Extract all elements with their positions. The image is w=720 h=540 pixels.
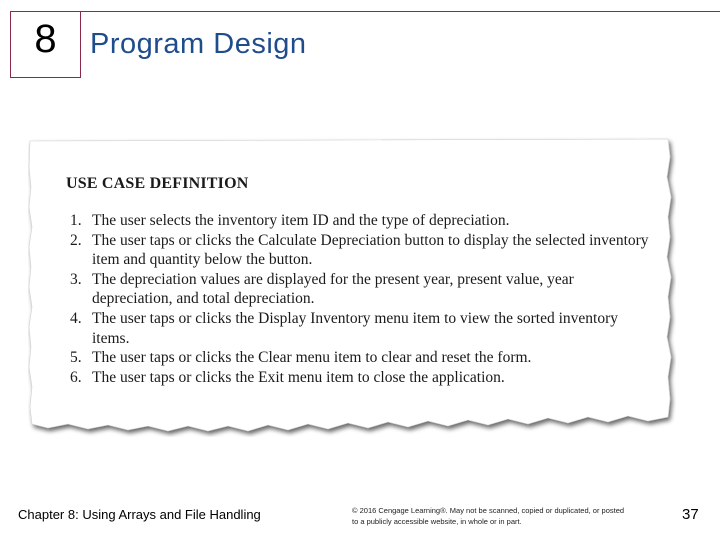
use-case-steps <box>66 211 656 387</box>
step-text: The user taps or clicks the Clear menu item to clear and reset the form. <box>92 349 532 367</box>
step-number: 4. <box>70 309 82 327</box>
step-text: The depreciation values are displayed for the present year, present value, year depreciation, and total depreciation. <box>92 270 574 308</box>
use-case-step <box>66 211 656 231</box>
step-number: 3. <box>70 270 82 288</box>
step-text: The user selects the inventory item ID and the type of depreciation. <box>92 212 510 229</box>
footer-copyright: © 2016 Cengage Learning®. May not be scanned, copied or duplicated, or posted to a publicly accessible website, in whole or in part. <box>352 506 625 526</box>
step-text: The user taps or clicks the Exit menu item to close the application. <box>92 368 505 386</box>
use-case-card <box>28 137 676 437</box>
step-number: 5. <box>70 349 82 367</box>
use-case-step <box>66 270 656 309</box>
card-heading: USE CASE DEFINITION <box>66 175 249 192</box>
use-case-step <box>66 231 656 270</box>
step-number: 2. <box>70 231 82 249</box>
chapter-number-box <box>10 11 81 78</box>
use-case-step <box>66 309 656 348</box>
footer-chapter-label: Chapter 8: Using Arrays and File Handling <box>18 507 261 522</box>
step-number: 6. <box>70 368 82 386</box>
card-content <box>66 175 656 387</box>
step-text: The user taps or clicks the Calculate Depreciation button to display the selected inventory item and quantity below the button. <box>92 231 649 269</box>
page-title: Program Design <box>90 28 307 60</box>
step-text: The user taps or clicks the Display Inventory menu item to view the sorted inventory items. <box>92 309 619 347</box>
page-number: 37 <box>682 506 699 523</box>
use-case-step <box>66 348 656 368</box>
chapter-number: 8 <box>34 17 57 61</box>
use-case-step <box>66 368 656 388</box>
step-number: 1. <box>70 212 82 229</box>
header-rule <box>10 11 720 12</box>
